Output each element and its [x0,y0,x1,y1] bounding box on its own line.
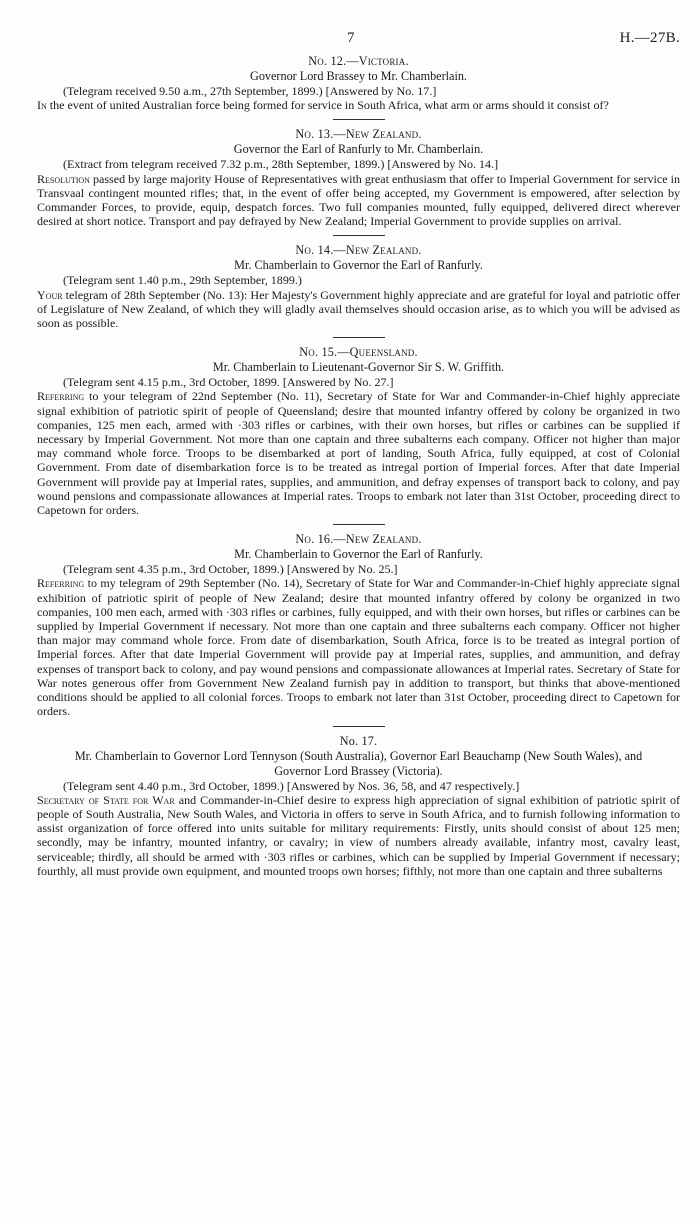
section-divider [333,235,385,236]
message-no-12 [37,54,680,112]
message-number: No. 12.—Victoria. [308,54,409,68]
message-no-14 [37,243,680,330]
body-text: to my telegram of 29th September (No. 14), Secretary of State for War and Commander-in-Chief highly appreciate signal exhibition of patriotic spirit of people of New Zealand; desire that mounted infantry offered by colony be organized in two companies, 100 men each, armed with ·303 rifles or carbines, fully equipped, and with their own horses, but rifles or carbines can be supplied by Imperial Government if necessary. Not more than one captain and three subalterns each company. Officer not higher than major may command whole force. From date of disembarkation, South Africa, force is to be treated as integral portion of Imperial forces. After that date Imperial Government will provide pay at Imperial rates, supplies, and ammunition, and defray expenses of transport back to colony, and pay wound pensions and compassionate allowances at Imperial rates. Secretary of State for War notes generous offer from Government New Zealand furnish pay in addition to transport, but thinks that above-mentioned conditions should be applied to all colonial forces. Troops to embark not later than 31st October, proceeding direct to Capetown for orders. [37,576,680,719]
message-body [37,172,680,229]
section-divider [333,119,385,120]
message-body [37,576,680,718]
lead-word: Referring [37,389,85,404]
page-header [37,30,680,54]
lead-word: Referring [37,576,85,591]
body-text: and Commander-in-Chief desire to express high appreciation of signal exhibition of patriotic spirit of people of South Australia, New South Wales, and Victoria in offers to serve in South Africa, and to furnish following information to assist organization of force offered into units suitable for military requirements: Firstly, units should consist of about 125 men; secondly, may be infantry, mounted infantry, or cavalry; in view of numbers already available, infantry most, cavalry least, serviceable; thirdly, all should be armed with ·303 rifles or carbines, which can be supplied by Imperial Government if necessary; fourthly, all must provide own equipment, and mounted troops own horses; fifthly, not more than one captain and three subalterns [37,792,680,878]
document-reference: H.—27B. [619,30,680,46]
telegram-line: (Extract from telegram received 7.32 p.m., 28th September, 1899.) [Answered by No. 14.] [63,157,499,172]
section-divider [333,337,385,338]
message-heading: Governor Lord Brassey to Mr. Chamberlain. [250,69,467,83]
section-divider [333,726,385,727]
message-number: No. 17. [339,733,378,748]
telegram-line: (Telegram sent 4.35 p.m., 3rd October, 1899.) [Answered by No. 25.] [63,562,398,577]
message-no-13 [37,127,680,228]
message-no-17 [37,734,680,878]
message-heading: Mr. Chamberlain to Lieutenant-Governor Sir S. W. Griffith. [212,360,505,375]
lead-word: Resolution [37,171,90,186]
section-divider [333,524,385,525]
message-no-15 [37,345,680,517]
message-number: No. 16.—New Zealand. [295,532,422,547]
message-heading: Mr. Chamberlain to Governor the Earl of Ranfurly. [234,258,483,273]
message-body [37,98,680,112]
message-body [37,793,680,878]
message-number: No. 13.—New Zealand. [295,127,422,142]
telegram-line: (Telegram sent 4.40 p.m., 3rd October, 1899.) [Answered by Nos. 36, 58, and 47 respectively.] [63,778,520,793]
body-text: the event of united Australian force being formed for service in South Africa, what arm or arms should it consist of? [46,98,609,113]
lead-word: Your [37,287,63,302]
telegram-line: (Telegram sent 1.40 p.m., 29th September, 1899.) [63,273,302,288]
message-heading: Mr. Chamberlain to Governor the Earl of Ranfurly. [234,547,483,562]
message-body [37,389,680,517]
message-heading: Mr. Chamberlain to Governor Lord Tennyson (South Australia), Governor Earl Beauchamp (New South Wales), and Governor Lord Brassey (Victoria). [74,748,643,778]
message-heading: Governor the Earl of Ranfurly to Mr. Chamberlain. [233,142,484,157]
telegram-line: (Telegram sent 4.15 p.m., 3rd October, 1899. [Answered by No. 27.] [63,375,394,390]
page-number: 7 [347,30,355,46]
lead-word: In [37,98,47,113]
body-text: telegram of 28th September (No. 13): Her Majesty's Government highly appreciate and are grateful for loyal and patriotic offer of Legislature of New Zealand, of which they will gladly avail themselves should occasion arise, as to which you will be advised as soon as possible. [37,287,680,331]
lead-word: Secretary of State for War [37,792,175,807]
telegram-line: (Telegram received 9.50 a.m., 27th September, 1899.) [Answered by No. 17.] [63,84,437,98]
body-text: to your telegram of 22nd September (No. 11), Secretary of State for War and Commander-in-Chief highly appreciate signal exhibition of patriotic spirit of people of Queensland; desire that mounted infantry offered by colony be organized in two companies, 125 men each, armed with ·303 rifles or carbines, with their own horses, but rifles or carbines can be supplied if necessary by Imperial Government. Not more than one captain and three subalterns each company. Officer not higher than major may command whole force. Troops to be disembarked at port of landing, South Africa, fully equipped, at cost of Colonial Government. From date of disembarkation force is to be treated as intregal portion of Imperial forces. After that date Imperial Government will provide pay at Imperial rates, supplies, and ammunition, and defray expenses of transport back to colony, and pay wound pensions and compassionate allowances at Imperial rates. Troops to embark not later than 31st October, proceeding direct to Capetown for orders. [37,389,680,518]
message-number: No. 14.—New Zealand. [295,243,422,258]
message-body [37,288,680,331]
message-number: No. 15.—Queensland. [299,345,418,360]
message-no-16 [37,532,680,718]
body-text: passed by large majority House of Representatives with great enthusiasm that offer to Imperial Government for service in Transvaal contingent mounted rifles; that, in the event of offer being accepted, my Government is empowered, after selection by Commander Forces, to provide, equip, despatch forces. Two full companies mounted, fully equipped, delivered direct wherever desired at short notice. Transport and pay defrayed by New Zealand; Imperial Government to provide supplies on arrival. [37,171,680,229]
